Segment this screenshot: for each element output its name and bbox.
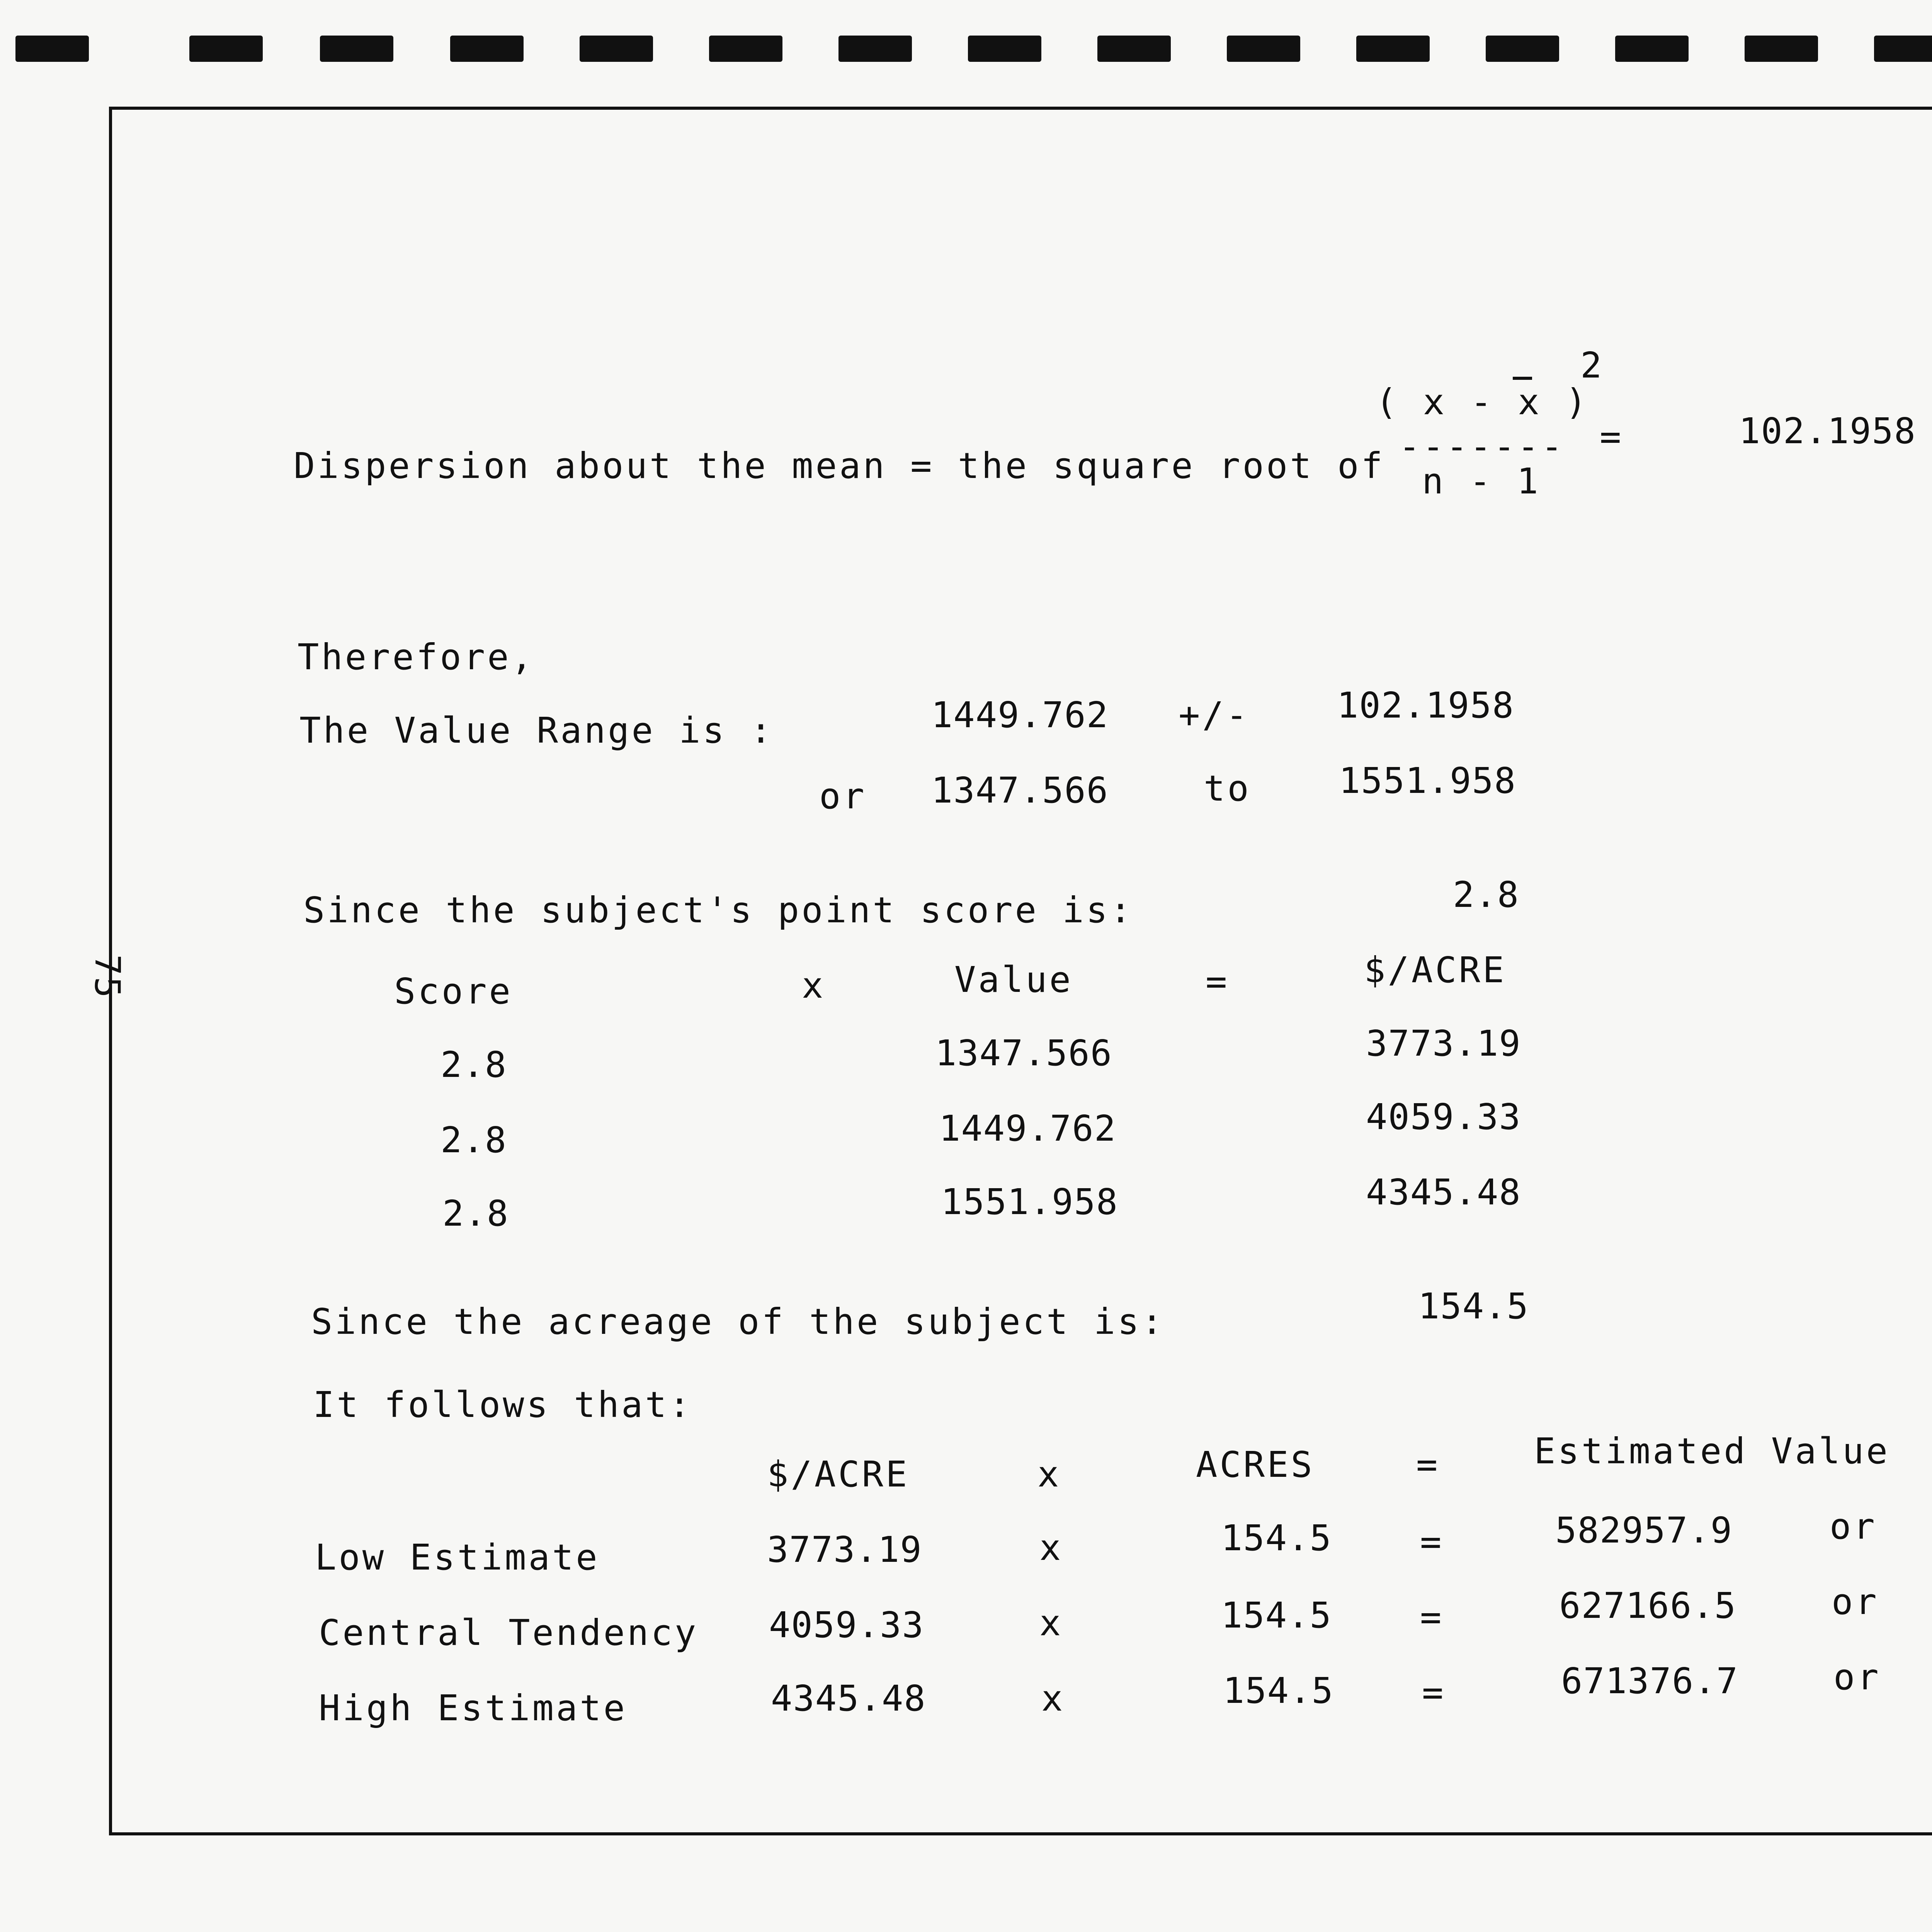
formula-equals: = xyxy=(1600,416,1624,457)
perforation-mark xyxy=(838,36,912,62)
estimate-eq: = xyxy=(1422,1672,1446,1713)
perforation-mark xyxy=(15,36,89,62)
value-cell: 1449.762 xyxy=(939,1108,1117,1149)
est-x-header: x xyxy=(1037,1454,1061,1495)
point-score-label: Since the subject's point score is: xyxy=(303,889,1134,931)
dispersion-label: Dispersion about the mean = the square root of xyxy=(294,445,1385,486)
per-acre-cell: 3773.19 xyxy=(1366,1023,1521,1064)
estimate-or: or xyxy=(1830,1506,1877,1547)
formula-exponent: 2 xyxy=(1580,345,1604,386)
estimate-eq: = xyxy=(1420,1597,1444,1638)
estimate-x: x xyxy=(1041,1678,1065,1719)
score-eq-header: = xyxy=(1206,961,1230,1002)
estimated-value-header: Estimated Value xyxy=(1534,1430,1890,1472)
value-cell: 1551.958 xyxy=(941,1181,1119,1223)
score-header: Score xyxy=(394,971,513,1012)
estimate-per-acre: 4059.33 xyxy=(769,1604,924,1646)
perforation-mark xyxy=(450,36,524,62)
estimate-or: or xyxy=(1832,1581,1879,1622)
formula-numerator: ( x - x ) xyxy=(1376,381,1589,423)
estimate-value: 671376.7 xyxy=(1561,1660,1739,1702)
value-cell: 1347.566 xyxy=(935,1032,1113,1074)
range-plusminus: +/- xyxy=(1179,694,1250,736)
perforation-mark xyxy=(1097,36,1171,62)
range-high: 1551.958 xyxy=(1339,760,1517,801)
range-mean: 1449.762 xyxy=(931,694,1109,736)
formula-denominator: n - 1 xyxy=(1422,461,1541,502)
perforation-mark xyxy=(1615,36,1689,62)
value-range-label: The Value Range is : xyxy=(299,710,774,751)
estimate-label: High Estimate xyxy=(319,1687,628,1729)
follows-label: It follows that: xyxy=(313,1384,693,1425)
estimate-label: Low Estimate xyxy=(315,1537,600,1578)
estimate-or: or xyxy=(1833,1656,1881,1698)
per-acre-header: $/ACRE xyxy=(1364,949,1507,991)
perforation-mark xyxy=(580,36,653,62)
estimate-x: x xyxy=(1039,1527,1063,1568)
perforation-mark xyxy=(709,36,782,62)
perforation-mark xyxy=(320,36,393,62)
perforation-mark xyxy=(1227,36,1300,62)
perforation-mark xyxy=(1486,36,1559,62)
perforation-mark xyxy=(1356,36,1430,62)
range-or: or xyxy=(819,776,867,817)
estimate-value: 582957.9 xyxy=(1555,1510,1733,1551)
acreage-label: Since the acreage of the subject is: xyxy=(311,1301,1165,1342)
estimate-acres: 154.5 xyxy=(1223,1670,1334,1711)
estimate-value: 627166.5 xyxy=(1559,1585,1737,1626)
estimate-label: Central Tendency xyxy=(319,1612,699,1653)
estimate-per-acre: 3773.19 xyxy=(767,1529,922,1570)
est-per-acre-header: $/ACRE xyxy=(767,1454,910,1495)
estimate-per-acre: 4345.48 xyxy=(771,1678,926,1719)
dispersion-value: 102.1958 xyxy=(1739,410,1917,452)
point-score-value: 2.8 xyxy=(1453,874,1520,915)
estimate-acres: 154.5 xyxy=(1221,1517,1332,1559)
value-header: Value xyxy=(954,959,1073,1000)
score-cell: 2.8 xyxy=(440,1044,507,1085)
perforation-mark xyxy=(1745,36,1818,62)
estimate-x: x xyxy=(1039,1602,1063,1644)
mean-bar xyxy=(1513,377,1532,380)
acreage-value: 154.5 xyxy=(1418,1286,1529,1327)
therefore-label: Therefore, xyxy=(298,636,535,678)
score-cell: 2.8 xyxy=(442,1193,509,1234)
score-cell: 2.8 xyxy=(440,1119,507,1161)
range-to: to xyxy=(1204,768,1251,809)
estimate-acres: 154.5 xyxy=(1221,1595,1332,1636)
perforation-mark xyxy=(968,36,1041,62)
perforation-mark xyxy=(189,36,263,62)
formula-fraction-bar: ------- xyxy=(1399,426,1565,467)
est-eq-header: = xyxy=(1416,1444,1440,1485)
range-low: 1347.566 xyxy=(931,770,1109,811)
acres-header: ACRES xyxy=(1196,1444,1315,1485)
estimate-eq: = xyxy=(1420,1521,1444,1563)
perforation-mark xyxy=(1874,36,1932,62)
score-x-header: x xyxy=(802,965,826,1006)
range-deviation: 102.1958 xyxy=(1337,685,1515,726)
per-acre-cell: 4059.33 xyxy=(1366,1096,1521,1138)
page-number: 75 xyxy=(87,954,128,1000)
per-acre-cell: 4345.48 xyxy=(1366,1172,1521,1213)
